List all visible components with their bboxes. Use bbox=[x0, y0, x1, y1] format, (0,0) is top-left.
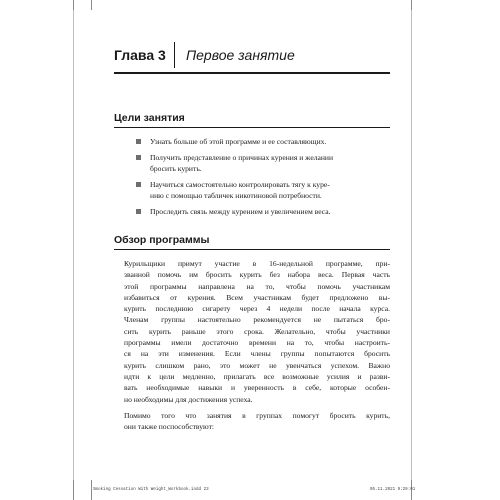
overview-paragraph-1 bbox=[114, 258, 390, 405]
goal-line: Узнать больше об этой программе и ее составляющих. bbox=[150, 137, 327, 146]
slug-file-info: Smoking Cessation With Weight_Workbook.indd 23 bbox=[93, 488, 209, 492]
text-line: званной помочь им бросить курить без набора веса. Первая часть bbox=[124, 270, 390, 280]
text-line: вать необходимые навыки и уверенность в себе, которые особен- bbox=[124, 383, 390, 393]
crop-mark bbox=[91, 0, 92, 10]
overview-heading: Обзор программы bbox=[114, 233, 390, 250]
crop-mark bbox=[411, 10, 412, 480]
goals-list bbox=[150, 136, 390, 221]
text-line: ся на эти изменения. Если члены группы попытаются бросить bbox=[124, 349, 390, 359]
square-bullet-icon bbox=[136, 209, 141, 214]
goal-line: бросить курить. bbox=[150, 163, 202, 173]
text-line: Курильщики примут участие в 16-недельной программе, при- bbox=[124, 259, 390, 268]
text-line: избавиться от курения. Всем участникам будет предложено вы- bbox=[124, 292, 390, 302]
goals-heading: Цели занятия bbox=[114, 111, 390, 128]
crop-mark bbox=[411, 0, 412, 10]
square-bullet-icon bbox=[136, 155, 141, 160]
goal-item bbox=[150, 206, 390, 217]
text-line: идти к цели медленно, прилагать все возможные усилия и разви- bbox=[124, 371, 390, 381]
chapter-title: Первое занятие bbox=[186, 47, 295, 63]
square-bullet-icon bbox=[136, 182, 141, 187]
slug-timestamp: 05.11.2021 9:29:01 bbox=[370, 488, 416, 492]
goal-line: Научиться самостоятельно контролировать тягу к куре- bbox=[150, 179, 330, 189]
crop-mark bbox=[73, 480, 74, 500]
chapter-heading bbox=[114, 42, 390, 68]
text-line: курить слишком рано, это может не увенчаться успехом. Важно bbox=[124, 360, 390, 370]
goal-item bbox=[150, 136, 390, 147]
overview-paragraph-2 bbox=[114, 410, 390, 433]
chapter-label: Глава 3 bbox=[114, 42, 175, 68]
text-line: Помимо того что занятия в группах помогут бросить курить, bbox=[124, 411, 390, 420]
goal-line: нию с помощью табличек никотиновой потребности. bbox=[150, 190, 322, 200]
text-line: этой программы направлена на то, чтобы помочь участникам bbox=[124, 281, 390, 291]
text-line: программы имели достаточно времени на то, чтобы настроить- bbox=[124, 338, 390, 348]
square-bullet-icon bbox=[136, 139, 141, 144]
text-line: Членам группы настоятельно рекомендуется не пытаться бро- bbox=[124, 315, 390, 325]
goal-line: Проследить связь между курением и увеличением веса. bbox=[150, 206, 331, 216]
goal-item bbox=[150, 152, 390, 174]
crop-mark bbox=[73, 0, 74, 10]
chapter-rule bbox=[114, 72, 390, 74]
text-line: курить последнюю сигарету через 4 недели после начала курса. bbox=[124, 304, 390, 314]
text-line: но необходимы для достижения успеха. bbox=[124, 394, 253, 404]
text-line: сить курить раньше этого срока. Желательно, чтобы участники bbox=[124, 326, 390, 336]
crop-mark bbox=[91, 480, 92, 500]
goal-line: Получить представление о причинах курения и желании bbox=[150, 152, 334, 162]
text-line: они также поспособствуют: bbox=[124, 422, 215, 432]
goal-item bbox=[150, 179, 390, 201]
crop-mark bbox=[73, 10, 74, 480]
